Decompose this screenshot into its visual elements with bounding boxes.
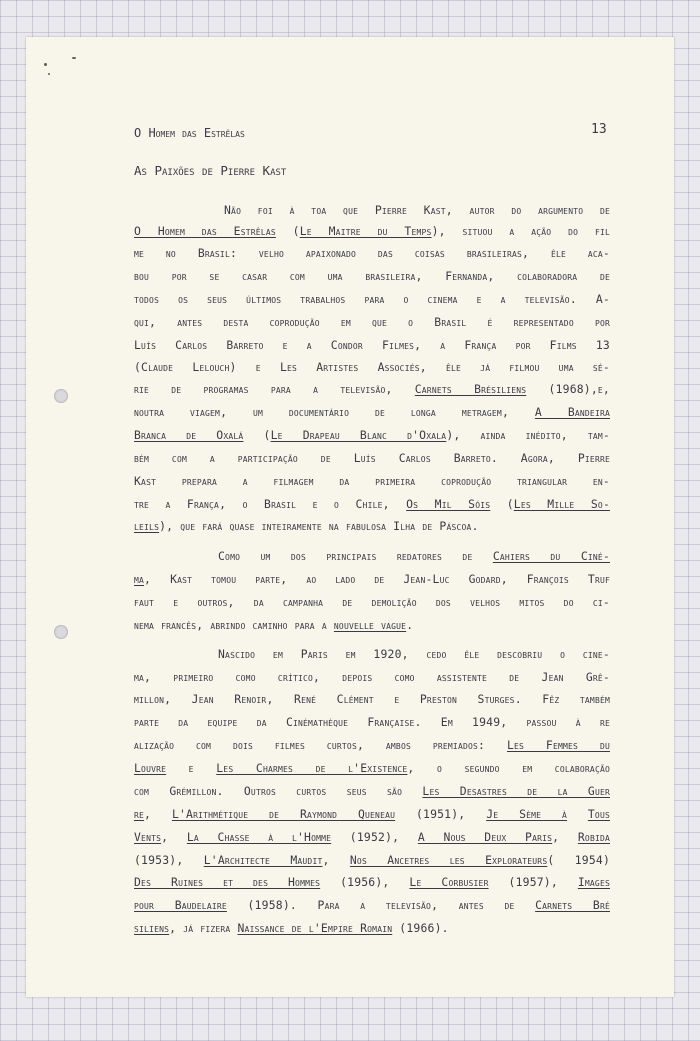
text-run: ( (275, 224, 300, 238)
text-run: (1968),e, (526, 382, 610, 396)
underlined-title: Vents (134, 830, 162, 844)
text-run: ), situou a ação do fil (431, 224, 611, 238)
underlined-title: Les Femmes du (506, 738, 610, 752)
text-run: ( 1954) (547, 853, 610, 867)
underlined-title: ma (134, 572, 145, 586)
text-line (134, 874, 610, 890)
underlined-title: re (134, 807, 145, 821)
text-line (134, 337, 610, 353)
text-line (134, 427, 610, 443)
text-line (134, 268, 610, 284)
text-line (134, 473, 610, 489)
text-line (134, 897, 610, 913)
underlined-title: Nos Ancetres les Explorateurs (349, 853, 548, 867)
text-run: todos os seus últimos trabalhos para o cinema e a televisão. A- (134, 292, 610, 306)
text-run: rie de programas para a televisão, (134, 382, 415, 396)
text-run: (1952), (331, 830, 418, 844)
underlined-title: Tous (587, 807, 610, 821)
text-line (134, 714, 610, 730)
underlined-title: nouvelle vague (333, 618, 407, 632)
text-run: Kast prepara a filmagem da primeira coprodução triangular en- (134, 474, 610, 488)
text-line (134, 223, 610, 239)
underlined-title: Carnets Brésiliens (414, 382, 527, 396)
text-run: , Kast tomou parte, ao lado de Jean-Luc Godard, François Truf (144, 572, 610, 586)
text-run: ( (490, 497, 514, 511)
underlined-title: Les Mille So- (513, 497, 610, 511)
underlined-title: Carnets Bré (535, 898, 610, 912)
text-line (134, 783, 610, 799)
text-run: com Grémillon. Outros curtos seus são (134, 784, 423, 798)
text-run: (Claude Lelouch) e Les Artistes Associés, êle já filmou uma sé- (134, 360, 610, 374)
text-run: ), ainda inédito, tam- (446, 428, 610, 442)
underlined-title: Images (577, 875, 610, 889)
text-line (134, 691, 610, 707)
underlined-title: O Homem das Estrêlas (134, 224, 276, 238)
text-line (224, 202, 610, 218)
text-run: millon, Jean Renoir, René Clément e Preston Sturges. Fêz também (134, 692, 610, 706)
text-line (134, 496, 610, 512)
paper-speck (72, 57, 76, 59)
text-line (218, 646, 610, 662)
text-line (134, 381, 610, 397)
underlined-title: Je Sème à (486, 807, 568, 821)
text-line (134, 760, 610, 776)
text-run: , (322, 853, 350, 867)
text-line (134, 594, 610, 610)
text-run: (1958). Para a televisão, antes de (226, 898, 536, 912)
text-line (134, 359, 610, 375)
underlined-title: siliens (134, 921, 170, 935)
underlined-title: Naissance de l'Empire Romain (237, 921, 393, 935)
text-run: alização com dois filmes curtos, ambos premiados: (134, 738, 507, 752)
underlined-title: L'Arithmétique de Raymond Queneau (171, 807, 396, 821)
text-run: Como um dos principais redatores de (218, 549, 493, 563)
running-header-title: O Homem das Estrêlas (134, 126, 245, 140)
underlined-title: A Bandeira (534, 405, 610, 419)
text-run: Luís Carlos Barreto e a Condor Filmes, a França por Films 13 (134, 338, 610, 352)
text-run: (1966). (392, 921, 449, 935)
article-title: As Paixões de Pierre Kast (134, 163, 287, 178)
text-line (134, 291, 610, 307)
text-run: (1956), (320, 875, 410, 889)
text-run: , o segundo em colaboração (407, 761, 610, 775)
text-run: faut e outros, da campanha de demolição dos velhos mitos do ci- (134, 595, 610, 609)
underlined-title: Le Corbusier (409, 875, 489, 889)
underlined-title: pour Baudelaire (134, 898, 227, 912)
underlined-title: L'Architecte Maudit (203, 853, 323, 867)
text-run: noutra viagem, um documentário de longa metragem, (134, 405, 535, 419)
punch-hole (54, 389, 68, 403)
text-line (134, 404, 610, 420)
text-run: ( (243, 428, 271, 442)
text-run: , já fizera (169, 921, 238, 935)
underlined-title: Les Charmes de l'Existence (216, 761, 408, 775)
text-line (134, 245, 610, 261)
text-run: Não foi à toa que Pierre Kast, autor do argumento de (224, 203, 610, 217)
text-line (134, 920, 610, 936)
underlined-title: Le Drapeau Blanc d'Oxala (270, 428, 447, 442)
text-line (134, 450, 610, 466)
underlined-title: A Nous Deux Paris (417, 830, 553, 844)
text-line (134, 617, 610, 633)
text-run: , (161, 830, 187, 844)
punch-hole (54, 625, 68, 639)
paper-speck (44, 63, 47, 66)
underlined-title: Le Maitre du Temps (299, 224, 432, 238)
text-run: (1951), (395, 807, 487, 821)
text-run: (1957), (488, 875, 578, 889)
text-line (134, 829, 610, 845)
text-run: tre a França, o Brasil e o Chile, (134, 497, 407, 511)
underlined-title: leils (134, 519, 160, 533)
text-run: bém com a participação de Luís Carlos Barreto. Agora, Pierre (134, 451, 610, 465)
text-line (218, 548, 610, 564)
text-line (134, 669, 610, 685)
text-run (567, 807, 588, 821)
underlined-title: La Chasse à l'Homme (186, 830, 332, 844)
text-run: e (166, 761, 217, 775)
text-run: parte da equipe da Cinémathèque Française. Em 1949, passou à re (134, 715, 610, 729)
text-run: (1953), (134, 853, 204, 867)
text-run: ), que fará quase inteiramente na fabulosa Ilha de Páscoa. (159, 519, 479, 533)
underlined-title: Cahiers du Ciné- (492, 549, 610, 563)
underlined-title: Robida (577, 830, 611, 844)
text-run: . (406, 618, 414, 632)
text-run: ma, primeiro como crítico, depois como assistente de Jean Grê- (134, 670, 610, 684)
text-line (134, 737, 610, 753)
text-line (134, 852, 610, 868)
underlined-title: Os Mil Sóis (406, 497, 491, 511)
text-line (134, 518, 610, 534)
underlined-title: Des Ruines et des Hommes (134, 875, 321, 889)
text-run: , (144, 807, 172, 821)
paper-speck (48, 73, 50, 75)
underlined-title: Louvre (134, 761, 167, 775)
page-number: 13 (591, 122, 607, 137)
underlined-title: Les Desastres de la Guer (422, 784, 610, 798)
text-line (134, 806, 610, 822)
text-run: me no Brasil: velho apaixonado das coisas brasileiras, êle aca- (134, 246, 610, 260)
text-line (134, 571, 610, 587)
underlined-title: Branca de Oxalá (134, 428, 244, 442)
text-run: qui, antes desta coprodução em que o Brasil é representado por (134, 315, 610, 329)
text-run: , (552, 830, 578, 844)
text-run: bou por se casar com uma brasileira, Fernanda, colaboradora de (134, 269, 610, 283)
text-run: Nascido em Paris em 1920, cedo êle descobriu o cine- (218, 647, 610, 661)
text-line (134, 314, 610, 330)
text-run: nema francês, abrindo caminho para a (134, 618, 334, 632)
